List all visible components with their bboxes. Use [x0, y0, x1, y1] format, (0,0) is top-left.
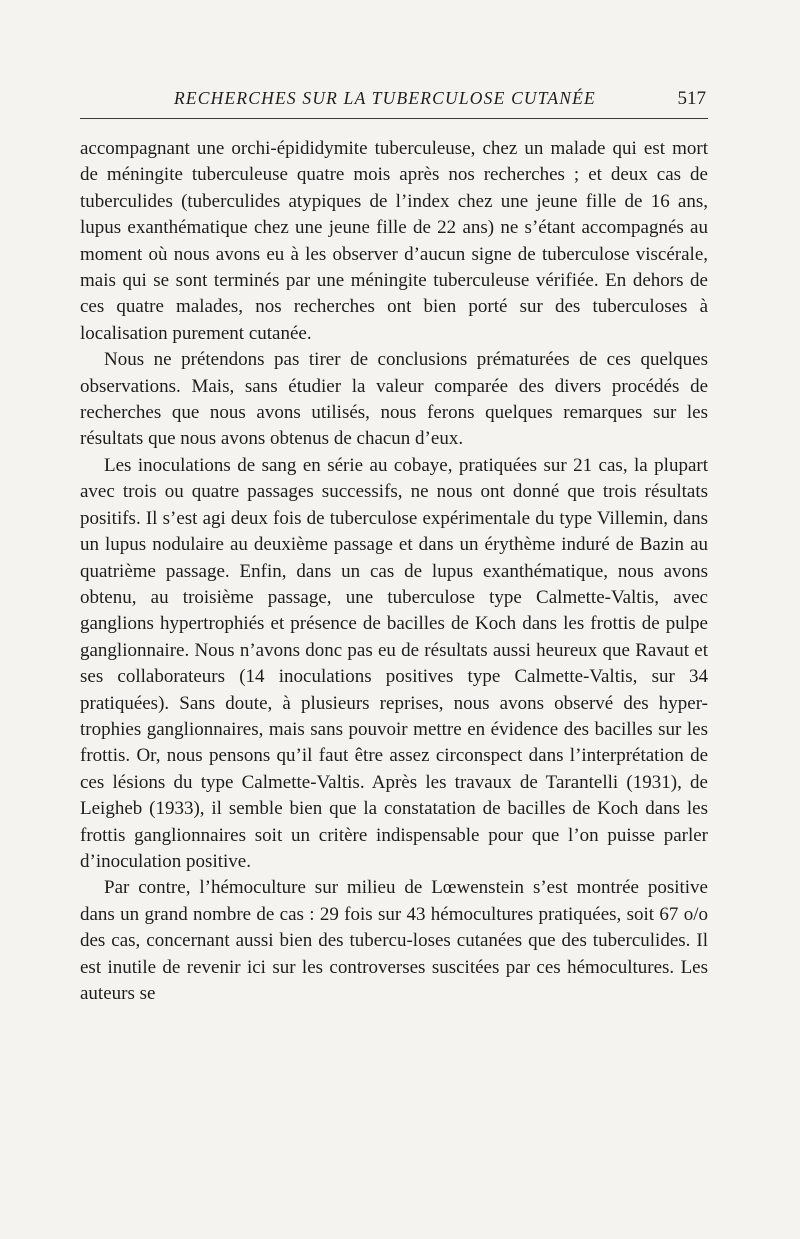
paragraph: Par contre, l’hémoculture sur milieu de Lœwenstein s’est montrée positive dans un grand nombre de cas : 29 fois sur 43 hémocultures pratiquées, soit 67 o/o des cas, concernant aussi bien des tubercu-loses cutanées que des tuberculides. Il est inutile de revenir ici sur les controverses suscitées par ces hémocultures. Les auteurs se [80, 877, 708, 1004]
paragraph: Les inoculations de sang en série au cobaye, pratiquées sur 21 cas, la plupart avec trois ou quatre passages successifs, ne nous ont donné que trois résultats positifs. Il s’est agi deux fois de tuberculose expérimentale du type Villemin, dans un lupus nodulaire au deuxième passage et dans un érythème induré de Bazin au quatrième passage. Enfin, dans un cas de lupus exanthématique, nous avons obtenu, au troisième passage, une tuberculose type Calmette-Valtis, avec ganglions hypertrophiés et présence de bacilles de Koch dans les frottis de pulpe ganglionnaire. Nous n’avons donc pas eu de résultats aussi heureux que Ravaut et ses collaborateurs (14 inoculations positives type Calmette-Valtis, sur 34 pratiquées). Sans doute, à plusieurs reprises, nous avons observé des hyper-trophies ganglionnaires, mais sans pouvoir mettre en évidence des bacilles sur les frottis. Or, nous pensons qu’il faut être assez circonspect dans l’interprétation de ces lésions du type Calmette-Valtis. Après les travaux de Tarantelli (1931), de Leigheb (1933), il semble bien que la constatation de bacilles de Koch dans les frottis ganglionnaires soit un critère indispensable pour que l’on puisse parler d’inoculation positive. [80, 454, 708, 872]
header-rule [80, 118, 708, 119]
body-text [80, 136, 708, 1007]
running-title: RECHERCHES SUR LA TUBERCULOSE CUTANÉE [174, 88, 596, 108]
running-header [80, 82, 708, 112]
paragraph: Nous ne prétendons pas tirer de conclusions prématurées de ces quelques observations. Mais, sans étudier la valeur comparée des divers procédés de recherches que nous avons utilisés, nous ferons quelques remarques sur les résultats que nous avons obtenus de chacun d’eux. [80, 349, 708, 450]
paragraph-continuation: accompagnant une orchi-épididymite tuberculeuse, chez un malade qui est mort de méningite tuberculeuse quatre mois après nos recherches ; et deux cas de tuberculides (tuberculides atypiques de l’index chez une jeune fille de 16 ans, lupus exanthématique chez une jeune fille de 22 ans) ne s’étant accompagnés au moment où nous avons eu à les observer d’aucun signe de tuberculose viscérale, mais qui se sont terminés par une méningite tuberculeuse vérifiée. En dehors de ces quatre malades, nos recherches ont bien porté sur des tuberculoses à localisation purement cutanée. [80, 138, 708, 344]
page-number: 517 [677, 88, 706, 109]
